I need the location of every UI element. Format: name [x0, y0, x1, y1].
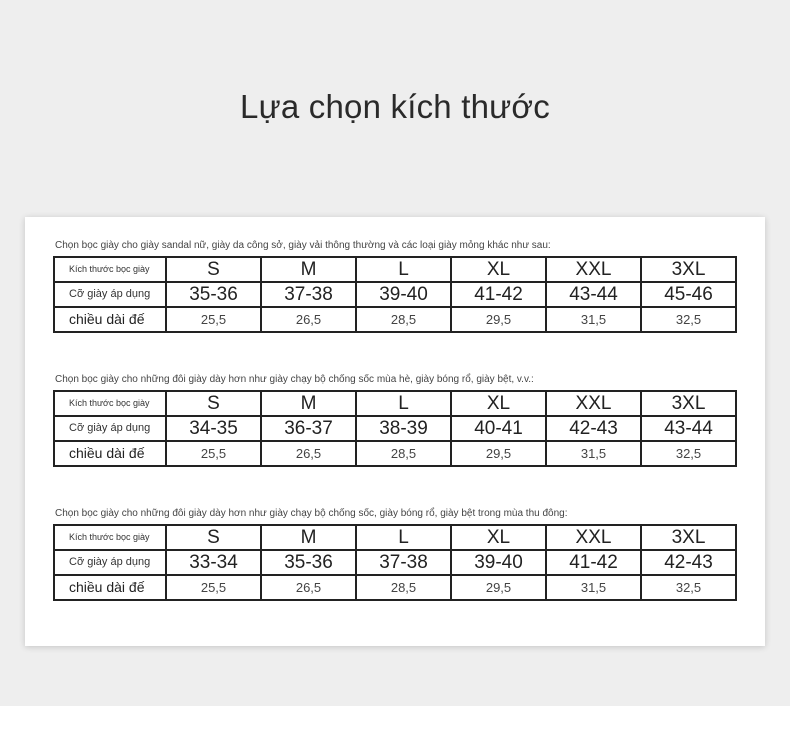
- sole-length-cell: 31,5: [546, 575, 641, 600]
- row-label-sole-length: chiều dài đế: [54, 441, 166, 466]
- size-cell: XXL: [546, 257, 641, 282]
- table-row-sole-length: [54, 307, 736, 332]
- sole-length-cell: 29,5: [451, 441, 546, 466]
- shoe-size-cell: 43-44: [641, 416, 736, 441]
- table-row-sole-length: [54, 575, 736, 600]
- sole-length-cell: 28,5: [356, 307, 451, 332]
- size-table-1: [53, 256, 737, 333]
- section-caption: Chọn bọc giày cho giày sandal nữ, giày da công sở, giày vải thông thường và các loại giày mỏng khác như sau:: [55, 240, 551, 251]
- table-row-shoe-size: [54, 550, 736, 575]
- size-table-3: [53, 524, 737, 601]
- shoe-size-cell: 39-40: [451, 550, 546, 575]
- row-label-shoe-size: Cỡ giày áp dụng: [54, 282, 166, 307]
- sole-length-cell: 26,5: [261, 307, 356, 332]
- sole-length-cell: 31,5: [546, 441, 641, 466]
- shoe-size-cell: 33-34: [166, 550, 261, 575]
- shoe-size-cell: 38-39: [356, 416, 451, 441]
- row-label-sole-length: chiều dài đế: [54, 575, 166, 600]
- row-label-shoe-size: Cỡ giày áp dụng: [54, 550, 166, 575]
- size-cell: 3XL: [641, 257, 736, 282]
- size-table-2: [53, 390, 737, 467]
- size-cell: 3XL: [641, 391, 736, 416]
- table-row-size: [54, 257, 736, 282]
- size-cell: M: [261, 525, 356, 550]
- shoe-size-cell: 34-35: [166, 416, 261, 441]
- table-row-shoe-size: [54, 416, 736, 441]
- shoe-size-cell: 37-38: [261, 282, 356, 307]
- row-label-size: Kích thước bọc giày: [54, 525, 166, 550]
- shoe-size-cell: 39-40: [356, 282, 451, 307]
- size-cell: XL: [451, 525, 546, 550]
- row-label-shoe-size: Cỡ giày áp dụng: [54, 416, 166, 441]
- row-label-sole-length: chiều dài đế: [54, 307, 166, 332]
- shoe-size-cell: 43-44: [546, 282, 641, 307]
- shoe-size-cell: 41-42: [451, 282, 546, 307]
- shoe-size-cell: 42-43: [546, 416, 641, 441]
- size-cell: S: [166, 391, 261, 416]
- sole-length-cell: 26,5: [261, 575, 356, 600]
- shoe-size-cell: 35-36: [261, 550, 356, 575]
- size-section-3: [53, 507, 737, 601]
- shoe-size-cell: 40-41: [451, 416, 546, 441]
- table-row-size: [54, 525, 736, 550]
- size-cell: S: [166, 525, 261, 550]
- size-chart-card: [25, 217, 765, 646]
- size-cell: XL: [451, 257, 546, 282]
- size-section-2: [53, 373, 737, 467]
- sole-length-cell: 32,5: [641, 441, 736, 466]
- table-row-size: [54, 391, 736, 416]
- row-label-size: Kích thước bọc giày: [54, 257, 166, 282]
- table-row-sole-length: [54, 441, 736, 466]
- size-cell: M: [261, 257, 356, 282]
- section-caption: Chọn bọc giày cho những đôi giày dày hơn như giày chạy bộ chống sốc, giày bóng rổ, giày bệt trong mùa thu đông:: [55, 508, 568, 519]
- shoe-size-cell: 41-42: [546, 550, 641, 575]
- size-cell: XXL: [546, 525, 641, 550]
- page-title: Lựa chọn kích thước: [240, 88, 550, 125]
- sole-length-cell: 25,5: [166, 307, 261, 332]
- size-cell: 3XL: [641, 525, 736, 550]
- size-cell: L: [356, 391, 451, 416]
- sole-length-cell: 28,5: [356, 575, 451, 600]
- row-label-size: Kích thước bọc giày: [54, 391, 166, 416]
- shoe-size-cell: 35-36: [166, 282, 261, 307]
- size-section-1: [53, 239, 737, 333]
- sole-length-cell: 25,5: [166, 575, 261, 600]
- shoe-size-cell: 37-38: [356, 550, 451, 575]
- sole-length-cell: 32,5: [641, 307, 736, 332]
- sole-length-cell: 31,5: [546, 307, 641, 332]
- sole-length-cell: 32,5: [641, 575, 736, 600]
- bottom-band: [0, 706, 790, 736]
- sole-length-cell: 29,5: [451, 575, 546, 600]
- size-cell: XL: [451, 391, 546, 416]
- shoe-size-cell: 36-37: [261, 416, 356, 441]
- size-cell: M: [261, 391, 356, 416]
- shoe-size-cell: 42-43: [641, 550, 736, 575]
- shoe-size-cell: 45-46: [641, 282, 736, 307]
- sole-length-cell: 26,5: [261, 441, 356, 466]
- size-cell: XXL: [546, 391, 641, 416]
- size-cell: S: [166, 257, 261, 282]
- sole-length-cell: 25,5: [166, 441, 261, 466]
- section-caption: Chọn bọc giày cho những đôi giày dày hơn như giày chạy bộ chống sốc mùa hè, giày bóng rổ, giày bệt, v.v.:: [55, 374, 534, 385]
- size-cell: L: [356, 525, 451, 550]
- table-row-shoe-size: [54, 282, 736, 307]
- sole-length-cell: 28,5: [356, 441, 451, 466]
- sole-length-cell: 29,5: [451, 307, 546, 332]
- size-cell: L: [356, 257, 451, 282]
